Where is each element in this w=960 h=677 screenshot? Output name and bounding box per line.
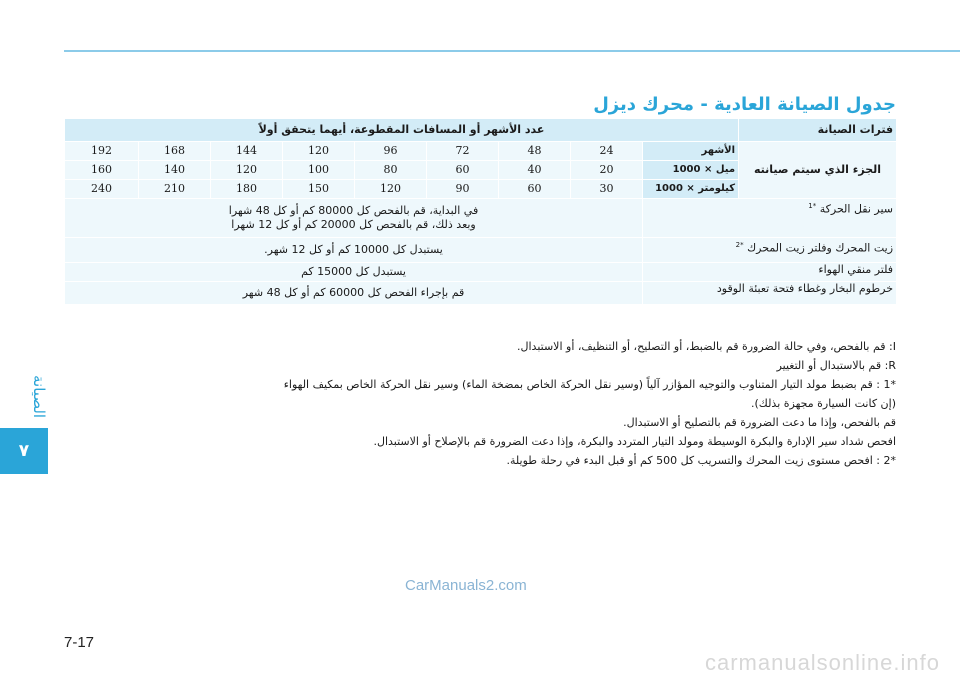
chapter-tab: ٧ [0,428,48,474]
row-label-miles: ميل × 1000 [643,161,739,180]
km-cell: 210 [139,180,211,199]
miles-cell: 60 [427,161,499,180]
note-line: افحص شداد سير الإدارة والبكرة الوسيطة ومولد التيار المتردد والبكرة، وإذا دعت الضرورة قم بالإصلاح أو الاستبدال. [373,435,896,448]
row-label-km: كيلومتر × 1000 [643,180,739,199]
miles-cell: 20 [571,161,643,180]
months-cell: 96 [355,142,427,161]
note-line: *1 : قم بضبط مولد التيار المتناوب والتوجيه المؤازر آلياً (وسير نقل الحركة الخاص بمضخة الماء) وسير نقل الحركة الخاص بمكيف الهواء [283,378,896,391]
months-cell: 72 [427,142,499,161]
item-engine-oil [643,238,897,263]
miles-cell: 140 [139,161,211,180]
item-air-filter: فلتر منقي الهواء [643,263,897,282]
items-label [739,142,897,199]
note-mark-2: *2 [735,241,744,249]
miles-cell: 80 [355,161,427,180]
km-cell: 30 [571,180,643,199]
page-number: 7-17 [64,634,95,651]
km-cell: 240 [65,180,139,199]
footnotes [64,337,896,470]
drive-belt-line-1: في البداية، قم بالفحص كل 80000 كم أو كل 48 شهرا [228,204,479,217]
top-divider [64,50,960,52]
miles-cell: 100 [283,161,355,180]
side-tab-label: الصيانة [30,375,48,419]
items-label-text: الجزء الذي سيتم صيانته [753,163,882,176]
km-cell: 120 [355,180,427,199]
row-label-months: الأشهر [643,142,739,161]
km-cell: 60 [499,180,571,199]
vapor-hose-interval: قم بإجراء الفحص كل 60000 كم أو كل 48 شهر [65,282,643,305]
page-title: جدول الصيانة العادية - محرك ديزل [593,94,896,115]
km-cell: 180 [211,180,283,199]
note-line: *2 : افحص مستوى زيت المحرك والتسريب كل 500 كم أو قبل البدء في رحلة طويلة. [506,454,896,467]
note-line: I: قم بالفحص، وفي حالة الضرورة قم بالضبط، أو التصليح، أو التنظيف، أو الاستبدال. [517,340,896,353]
months-cell: 168 [139,142,211,161]
km-cell: 150 [283,180,355,199]
item-drive-belt-label: سير نقل الحركة [819,202,894,216]
note-line: (إن كانت السيارة مجهزة بذلك). [751,397,896,410]
km-cell: 90 [427,180,499,199]
months-cell: 144 [211,142,283,161]
months-cell: 120 [283,142,355,161]
miles-cell: 120 [211,161,283,180]
miles-cell: 160 [65,161,139,180]
item-engine-oil-label: زيت المحرك وفلتر زيت المحرك [747,241,894,255]
note-mark-1: *1 [808,202,817,210]
months-cell: 24 [571,142,643,161]
months-cell: 48 [499,142,571,161]
drive-belt-line-2: وبعد ذلك، قم بالفحص كل 20000 كم أو كل 12 شهرا [231,218,476,231]
header-intervals: عدد الأشهر أو المسافات المقطوعة، أيهما يتحقق أولاً [65,119,739,142]
miles-cell: 40 [499,161,571,180]
air-filter-interval: يستبدل كل 15000 كم [65,263,643,282]
note-line: R: قم بالاستبدال أو التغيير [776,359,896,372]
drive-belt-interval [65,199,643,238]
footer-watermark: carmanualsonline.info [704,650,940,675]
note-line: قم بالفحص، وإذا ما دعت الضرورة قم بالتصليح أو الاستبدال. [623,416,896,429]
item-drive-belt [643,199,897,238]
engine-oil-interval: يستبدل كل 10000 كم أو كل 12 شهر. [65,238,643,263]
months-cell: 192 [65,142,139,161]
maintenance-schedule-table [64,118,897,305]
item-vapor-hose: خرطوم البخار وغطاء فتحة تعبئة الوقود [643,282,897,305]
header-item: فترات الصيانة [739,119,897,142]
watermark: CarManuals2.com [405,577,527,594]
